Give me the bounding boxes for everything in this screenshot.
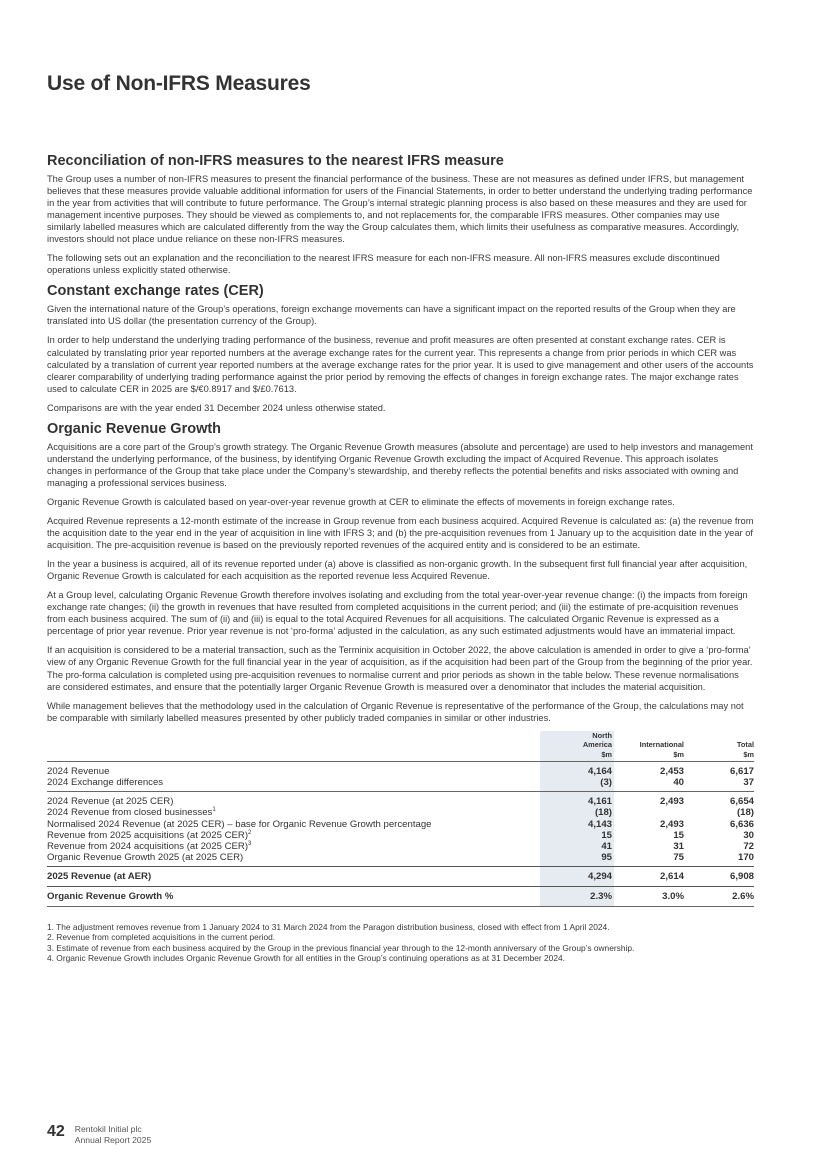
row-label: Revenue from 2024 acquisitions (at 2025 CER)$^3$ (47, 840, 252, 852)
footnote: 4. Organic Revenue Growth includes Organic Revenue Growth for all entities in the Group’s continuing operations as at 31 December 2024. (47, 953, 565, 964)
section-organic-revenue-growth (47, 421, 754, 724)
cell-north-america: 4,294 (540, 866, 614, 886)
paragraph: The Group uses a number of non-IFRS measures to present the financial performance of the business. These are not measures as defined under IFRS, but management believes that these measures provide valuable additional information for users of the Financial Statements, in order to better understand the underlying trading performance in the year from activities that will contribute to future performance. The Group’s internal strategic planning process is also based on these measures and they are used for management incentive purposes. They should be viewed as complements to, and not replacements for, the comparable IFRS measures. Other companies may use similarly labelled measures which are calculated differently from the way the Group calculates them, which limits their usefulness as comparative measures. Accordingly, investors should not place undue reliance on these non-IFRS measures. (47, 174, 753, 245)
page-title: Use of Non-IFRS Measures (47, 72, 311, 95)
section-heading: Constant exchange rates (CER) (47, 283, 264, 300)
footnote-ref: 1 (212, 807, 216, 814)
footnotes (47, 922, 754, 963)
cell-international: 2,493 (659, 818, 684, 830)
table-row (47, 807, 754, 818)
table-row (47, 792, 754, 808)
page-footer (47, 1123, 151, 1145)
table-row (47, 841, 754, 852)
footer-text (75, 1123, 151, 1145)
cell-north-america: 41 (540, 841, 614, 852)
paragraph: The following sets out an explanation and the reconciliation to the nearest IFRS measure for each non-IFRS measure. All non-IFRS measures exclude discontinued operations unless explicitly stated otherwise. (47, 253, 720, 276)
page-number: 42 (47, 1123, 65, 1140)
paragraph: Organic Revenue Growth is calculated based on year-over-year revenue growth at CER to eliminate the effects of movements in foreign exchange rates. (47, 496, 675, 507)
row-label: Organic Revenue Growth 2025 (at 2025 CER) (47, 852, 540, 867)
cell-total: 2.6% (684, 887, 754, 907)
cell-international: 40 (614, 777, 684, 792)
organic-revenue-table (47, 731, 754, 907)
table-row (47, 777, 754, 792)
report-name: Annual Report 2025 (74, 1134, 152, 1145)
row-label: Organic Revenue Growth % (47, 887, 540, 907)
cell-international: 31 (673, 840, 684, 852)
cell-total: 30 (743, 829, 754, 841)
section-cer (47, 283, 754, 413)
paragraph: Acquisitions are a core part of the Group’s growth strategy. The Organic Revenue Growth measures (absolute and percentage) are used to help investors and management understand the underlying performance, of the business, by identifying Organic Revenue Growth excluding the impact of Acquired Revenue. This approach isolates changes in performance of the Group that take place under the Company’s stewardship, and thereby reflects the potential benefits and risks associated with owning and managing a professional services business. (47, 441, 753, 488)
cell-north-america: 4,164 (540, 762, 614, 778)
table-row (47, 887, 754, 907)
row-label: 2024 Revenue (47, 766, 110, 778)
section-reconciliation (47, 153, 754, 276)
cell-north-america: (3) (540, 777, 614, 792)
paragraph: If an acquisition is considered to be a material transaction, such as the Terminix acquisition in October 2022, the above calculation is amended in order to give a ‘pro-forma’ view of any Organic Revenue Growth for the full financial year in the year of acquisition, as if the acquisition had been part of the Group from the beginning of the prior year. The pro-forma calculation is completed using pre-acquisition revenues to normalise current and prior periods as shown in the table below. These revenue normalisations are considered estimates, and ensure that the potentially larger Organic Revenue Growth is measured over a denominator that includes the material acquisition. (47, 645, 753, 692)
cell-north-america: 2.3% (540, 887, 614, 907)
cell-total: 6,654 (729, 796, 754, 808)
paragraph: Comparisons are with the year ended 31 December 2024 unless otherwise stated. (47, 402, 386, 413)
table-row (47, 830, 754, 841)
cell-total: 6,617 (729, 766, 754, 778)
paragraph: While management believes that the methodology used in the calculation of Organic Revenue is representative of the performance of the Group, the calculations may not be comparable with similarly labelled measures presented by other publicly traded companies in similar or other industries. (47, 700, 744, 723)
table-row (47, 762, 754, 778)
row-label: 2025 Revenue (at AER) (47, 866, 540, 886)
cell-north-america: 95 (540, 852, 614, 867)
table-row (47, 852, 754, 867)
main-content (47, 153, 754, 963)
column-header-north-america: North America $m (540, 731, 614, 762)
footnote: 2. Revenue from completed acquisitions in the current period. (47, 932, 276, 943)
paragraph: Acquired Revenue represents a 12-month estimate of the increase in Group revenue from each business acquired. Acquired Revenue is calculated as: (a) the revenue from the acquisition date to the year end in the year of acquisition in line with IFRS 3; and (b) the pre-acquisition revenues from 1 January up to the acquisition date in the year of acquisition. The pre-acquisition revenue is based on the previously reported revenues of the acquired entity and is considered to be an estimate. (47, 515, 754, 551)
cell-international: 2,493 (659, 796, 684, 808)
cell-north-america: (18) (540, 807, 614, 818)
cell-total: 6,636 (729, 818, 754, 830)
section-heading: Reconciliation of non-IFRS measures to the nearest IFRS measure (47, 153, 504, 169)
footnote: 3. Estimate of revenue from each business acquired by the Group in the previous financial year through to the 12-month anniversary of the Group’s ownership. (47, 942, 635, 953)
column-header-international: International $m (614, 731, 684, 762)
row-label: Revenue from 2025 acquisitions (at 2025 CER)$^2$ (47, 829, 252, 841)
cell-international (614, 807, 684, 818)
footnote-ref: 3 (248, 840, 252, 847)
paragraph: In the year a business is acquired, all of its revenue reported under (a) above is classified as non-organic growth. In the subsequent first full financial year after acquisition, Organic Revenue Growth is calculated for each acquisition as the reported revenue less Acquired Revenue. (47, 559, 748, 582)
table-row (47, 819, 754, 830)
section-heading: Organic Revenue Growth (47, 420, 222, 437)
paragraph: At a Group level, calculating Organic Revenue Growth therefore involves isolating and excluding from the total year-over-year revenue change: (i) the impacts from foreign exchange rate changes; (ii) the growth in revenues that have resulted from completed acquisitions in the current period; and (iii) the estimate of pre-acquisition revenues from each business acquired. The sum of (ii) and (iii) is equal to the total Acquired Revenues for all acquisitions. The calculated Organic Revenue is expressed as a percentage of prior year revenue. Prior year revenue is not ‘pro-forma’ adjusted in the calculation, as any such estimated adjustments would have an immaterial impact. (47, 590, 748, 637)
row-label: 2024 Revenue from closed businesses$^1$ (47, 807, 216, 819)
cell-north-america: 4,143 (540, 819, 614, 830)
footnote-ref: 2 (248, 829, 252, 836)
cell-total: (18) (736, 807, 754, 819)
table-row (47, 866, 754, 886)
paragraph: In order to help understand the underlying trading performance of the business, revenue and profit measures are often presented at constant exchange rates. CER is calculated by translating prior year reported numbers at the average exchange rates for the current year. This represents a change from prior periods in which CER was calculated by a translation of current year reported numbers at the average exchange rates for the prior year. It is used to give management and other users of the accounts clearer comparability of underlying trading performance against the prior period by removing the effects of changes in foreign exchange rates. The major exchange rates used to calculate CER in 2025 are $/€0.8917 and $/£0.7613. (47, 335, 754, 394)
company-name: Rentokil Initial plc (74, 1124, 142, 1134)
cell-total: 6,908 (684, 866, 754, 886)
cell-international: 2,614 (614, 866, 684, 886)
row-label: Normalised 2024 Revenue (at 2025 CER) – base for Organic Revenue Growth percentage (47, 818, 432, 830)
paragraph: Given the international nature of the Group’s operations, foreign exchange movements can have a significant impact on the reported results of the Group when they are translated into US dollar (the presentation currency of the Group). (47, 304, 736, 327)
cell-international: 2,453 (659, 766, 684, 778)
cell-total: 72 (743, 840, 754, 852)
cell-total: 170 (684, 852, 754, 867)
cell-north-america: 15 (540, 830, 614, 841)
cell-total: 37 (684, 777, 754, 792)
row-label: 2024 Revenue (at 2025 CER) (47, 796, 174, 808)
cell-international: 3.0% (614, 887, 684, 907)
footnote: 1. The adjustment removes revenue from 1 January 2024 to 31 March 2024 from the Paragon distribution business, closed with effect from 1 April 2024. (47, 922, 610, 933)
column-header-total: Total $m (684, 731, 754, 762)
cell-north-america: 4,161 (540, 792, 614, 808)
cell-international: 75 (614, 852, 684, 867)
cell-international: 15 (673, 829, 684, 841)
row-label: 2024 Exchange differences (47, 777, 540, 792)
